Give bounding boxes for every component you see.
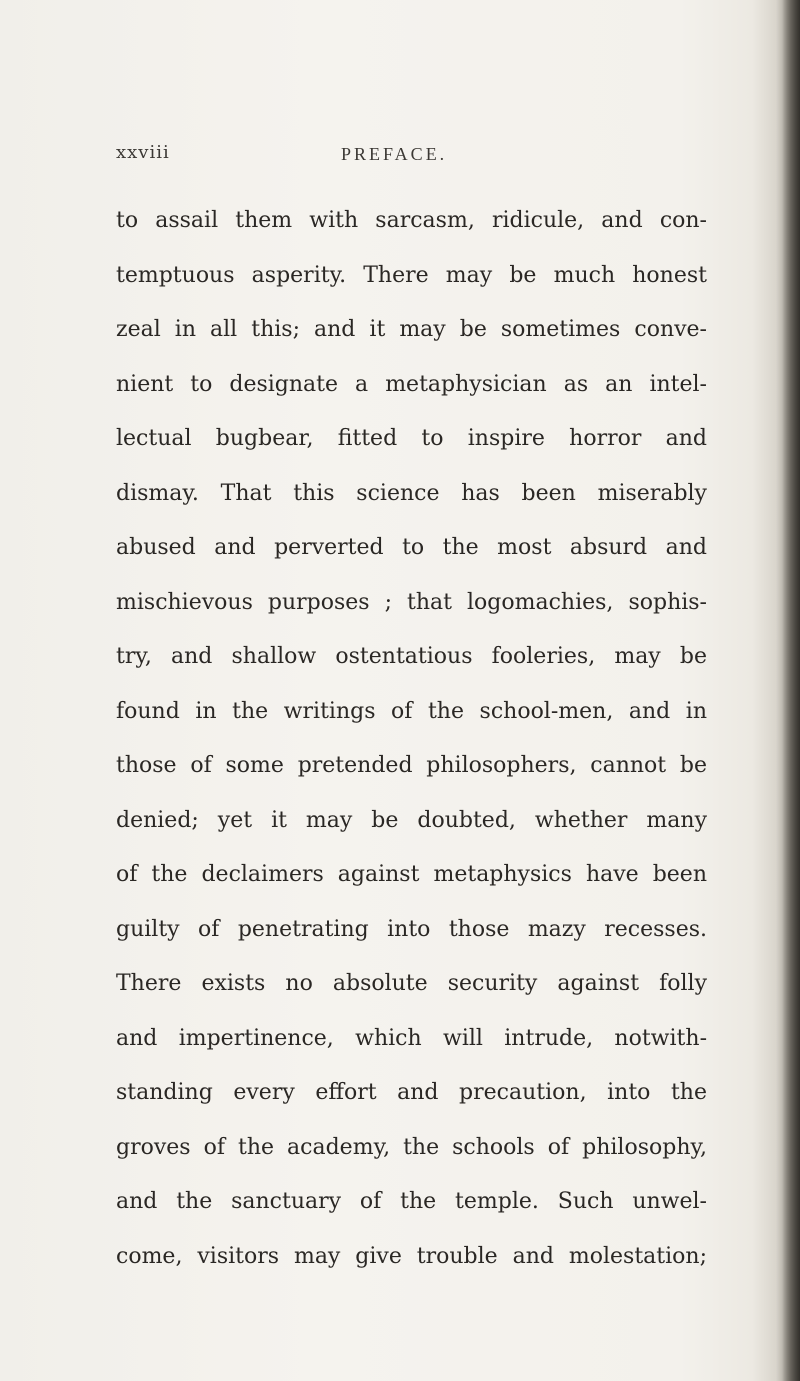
text-line: of the declaimers against metaphysics have been	[116, 862, 707, 887]
page-number: xxviii	[116, 142, 170, 163]
text-line: to assail them with sarcasm, ridicule, and con-	[116, 208, 707, 233]
text-line: dismay. That this science has been miserably	[116, 480, 707, 506]
text-line: found in the writings of the school-men, and in	[116, 698, 707, 724]
text-line: guilty of penetrating into those mazy recesses.	[116, 916, 707, 942]
text-line: lectual bugbear, fitted to inspire horror and	[116, 426, 707, 451]
text-line: denied; yet it may be doubted, whether many	[116, 807, 707, 833]
text-line: standing every effort and precaution, into the	[116, 1080, 707, 1105]
page-header	[116, 142, 706, 176]
text-line: abused and perverted to the most absurd and	[116, 535, 707, 560]
text-line: mischievous purposes ; that logomachies, sophis-	[116, 589, 707, 615]
text-line: groves of the academy, the schools of philosophy,	[116, 1134, 707, 1160]
text-line: and impertinence, which will intrude, notwith-	[116, 1025, 707, 1051]
running-head: PREFACE.	[341, 144, 448, 164]
text-line: nient to designate a metaphysician as an intel-	[116, 371, 707, 397]
text-line: come, visitors may give trouble and molestation;	[116, 1243, 707, 1269]
body-text	[116, 194, 707, 1284]
text-line: There exists no absolute security against folly	[116, 971, 707, 996]
text-line: those of some pretended philosophers, cannot be	[116, 753, 707, 778]
binding-shadow	[782, 0, 800, 1381]
text-line: zeal in all this; and it may be sometimes conve-	[116, 317, 707, 342]
text-line: try, and shallow ostentatious fooleries, may be	[116, 644, 707, 669]
text-line: and the sanctuary of the temple. Such unwel-	[116, 1189, 707, 1214]
text-line: temptuous asperity. There may be much honest	[116, 262, 707, 288]
